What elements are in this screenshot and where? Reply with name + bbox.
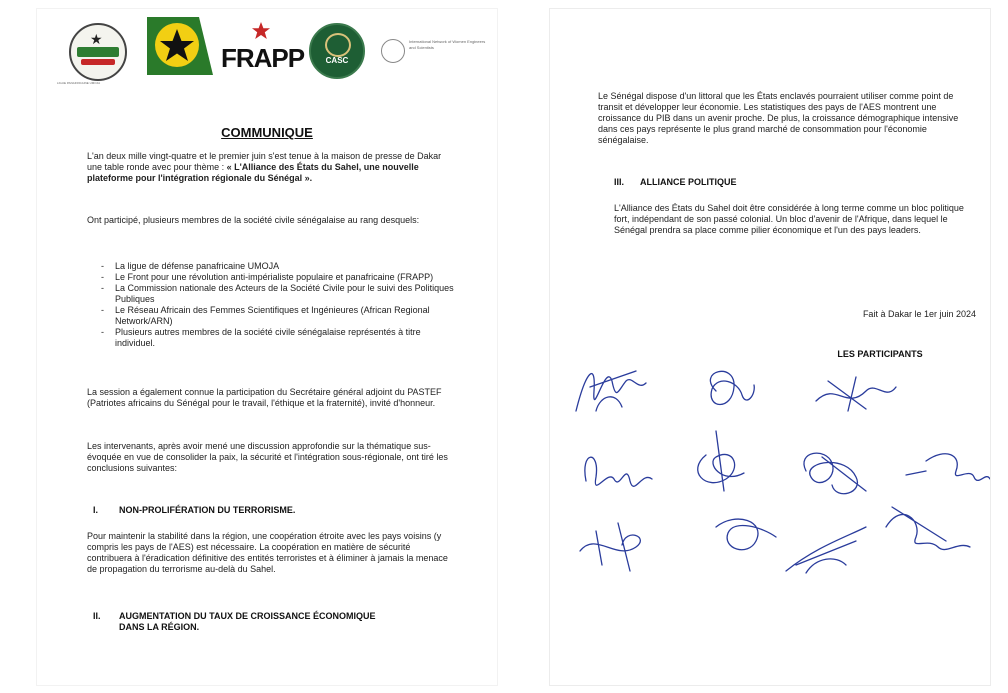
communique-page-2: [549, 8, 991, 686]
intervenants-paragraph: Les intervenants, après avoir mené une discussion approfondie sur la thématique sus-évoquée en vue de consolider la paix, la sécurité et l'intégration sous-régionale, ont tiré les conclusions suivantes:: [87, 441, 448, 473]
lpd-logo: [69, 23, 127, 81]
signature: [580, 523, 640, 571]
arn-logo-caption: International Network of Women Engineers and Scientists: [409, 39, 486, 50]
signature: [698, 431, 744, 491]
signature: [886, 507, 970, 550]
signature: [710, 371, 754, 404]
star-icon: ★: [90, 31, 103, 47]
emblem-icon: [325, 33, 351, 57]
participants-heading: LES PARTICIPANTS: [837, 349, 923, 359]
pastef-logo: [147, 17, 213, 75]
intro-paragraph: L'an deux mille vingt-quatre et le premier juin s'est tenue à la maison de presse de Dakar une table ronde avec pour thème : « L'Alliance des États du Sahel, une nouvelle plateforme pour l'intégration régionale du Sénégal ».: [87, 151, 442, 183]
list-item: - Le Front pour une révolution anti-impérialiste populaire et panafricaine (FRAPP): [101, 272, 461, 283]
red-star-icon: [251, 21, 271, 41]
frapp-logo: [221, 21, 303, 77]
list-item: - Le Réseau Africain des Femmes Scientifiques et Ingénieures (African Regional Network/ARN): [101, 305, 461, 327]
list-item: - Plusieurs autres membres de la société civile sénégalaise représentés à titre individuel.: [101, 327, 461, 349]
list-item: - La ligue de défense panafricaine UMOJA: [101, 261, 461, 272]
session-paragraph: La session a également connue la participation du Secrétaire général adjoint du PASTEF (Patriotes africains du Sénégal pour le travail, l'éthique et la fraternité), invité d'honneur.: [87, 387, 442, 408]
signature: [576, 371, 646, 411]
list-item: - La Commission nationale des Acteurs de la Société Civile pour le suivi des Politiques Publiques: [101, 283, 461, 305]
section3-paragraph: L'Alliance des États du Sahel doit être considérée à long terme comme un bloc politique fort, indépendant de son passé colonial. Un bloc d'avenir de l'Afrique, dans lequel le Sénégal prendra sa place comme pilier économique et l'un des pays leaders.: [614, 203, 964, 235]
signature: [906, 454, 990, 481]
arn-logo: [381, 39, 405, 63]
section1-paragraph: Pour maintenir la stabilité dans la région, une coopération étroite avec les pays voisins (y compris les pays de l'AES) est nécessaire. La coopération en matière de sécurité contribuera à l'éradication définitive des entités terroristes et à éliminer à jamais la menace de propagation du terrorisme au-delà du Sahel.: [87, 531, 448, 574]
section-heading-3: III. ALLIANCE POLITIQUE: [614, 177, 737, 187]
section-heading-1: I. NON-PROLIFÉRATION DU TERRORISME.: [93, 505, 296, 515]
signature: [585, 457, 652, 486]
signature: [786, 527, 866, 573]
signatures-block: [566, 351, 990, 589]
participants-intro: Ont participé, plusieurs membres de la société civile sénégalaise au rang desquels:: [87, 215, 420, 225]
economy-paragraph: Le Sénégal dispose d'un littoral que les États enclavés pourraient utiliser comme point de transit et développer leur économie. Les statistiques des pays de l'AES montrent une croissance du PIB dans un avenir proche. De plus, la croissance démographique intensive dans ces pays représente le plus grand marché de consommation pour l'économie sénégalaise.: [598, 91, 959, 145]
section-heading-2: II. AUGMENTATION DU TAUX DE CROISSANCE ÉCONOMIQUE DANS LA RÉGION.: [93, 611, 376, 632]
signature: [716, 519, 776, 550]
lpd-logo-caption: LIGUE PANAFRICAINE UMOJA: [57, 81, 101, 85]
participants-list: [101, 261, 461, 349]
signature: [816, 377, 896, 411]
communique-page-1: [36, 8, 498, 686]
casc-logo: CASC: [309, 23, 365, 79]
frapp-wordmark: FRAPP: [221, 43, 305, 73]
date-line: Fait à Dakar le 1er juin 2024: [862, 309, 976, 319]
signature: [804, 453, 866, 494]
page-title: COMMUNIQUE: [221, 125, 313, 140]
